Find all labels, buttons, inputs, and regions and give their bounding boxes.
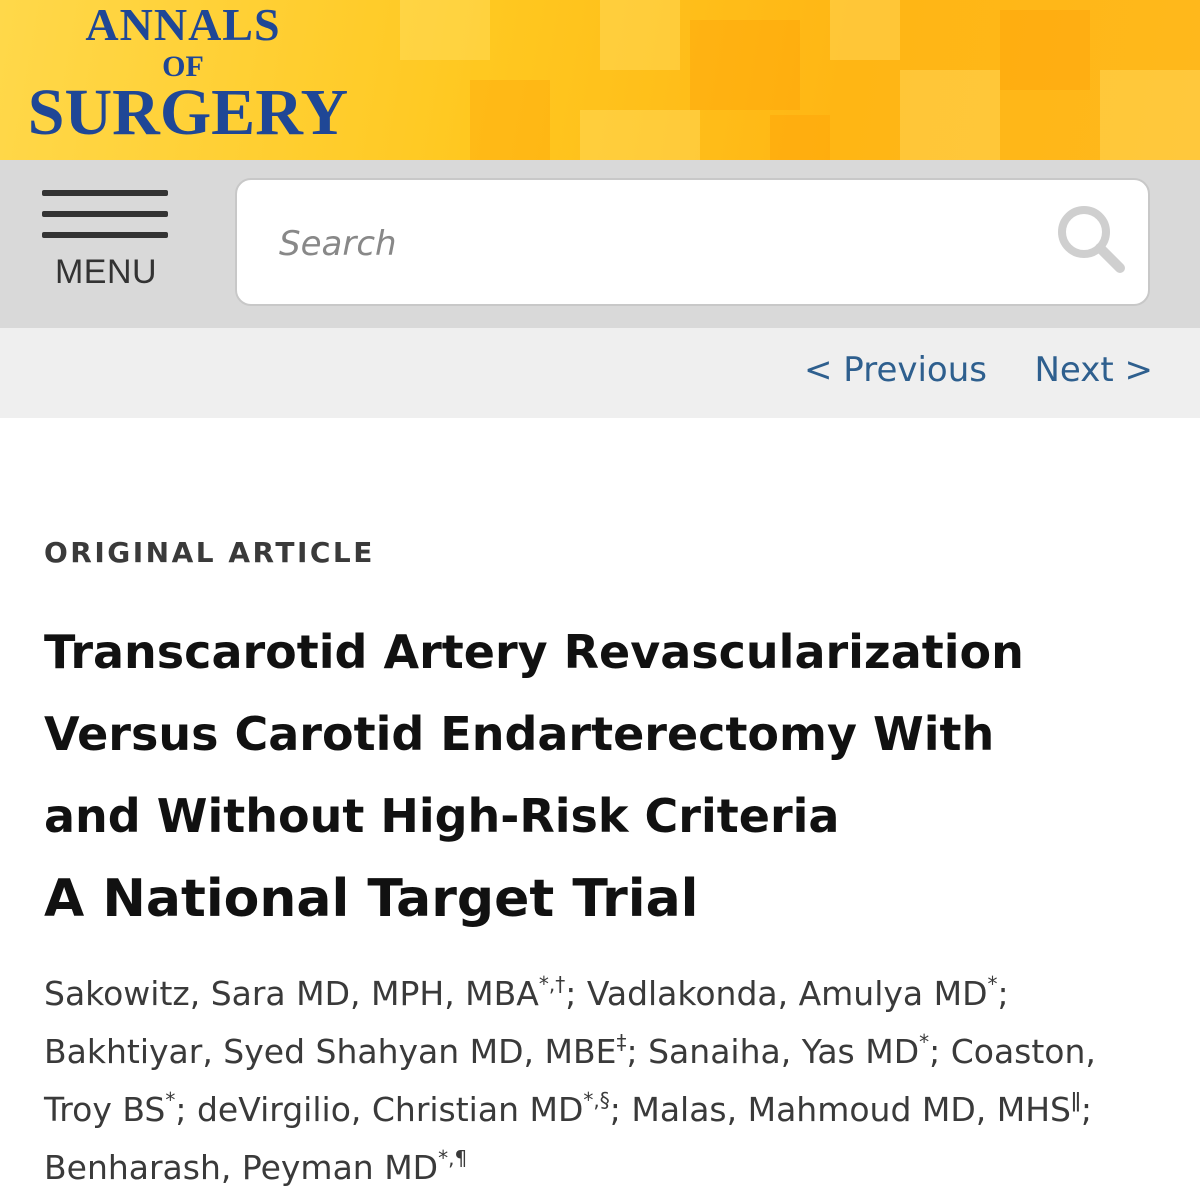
banner-decoration — [900, 70, 1000, 160]
menu-button[interactable] — [42, 190, 170, 310]
author-name[interactable]: Sanaiha, Yas MD — [648, 1032, 920, 1071]
search-box[interactable] — [235, 178, 1150, 306]
article-pagination — [0, 328, 1200, 418]
banner-decoration — [1100, 70, 1200, 160]
author-affiliation: *,¶ — [438, 1146, 468, 1170]
banner-decoration — [470, 80, 550, 160]
journal-logo[interactable] — [18, 0, 358, 149]
banner-decoration — [1000, 10, 1090, 90]
logo-line-1: ANNALS — [85, 0, 281, 50]
author-affiliation: ǁ — [1071, 1088, 1081, 1112]
logo-line-2: OF — [162, 50, 204, 83]
search-input[interactable] — [277, 208, 1041, 280]
author-affiliation: *,§ — [583, 1088, 610, 1112]
banner-decoration — [600, 0, 680, 70]
banner-decoration — [830, 0, 900, 60]
banner-decoration — [580, 110, 700, 160]
hamburger-icon — [42, 190, 170, 238]
banner-decoration — [690, 20, 800, 110]
author-affiliation: * — [987, 972, 998, 996]
article-subtitle: A National Target Trial — [44, 869, 699, 929]
author-name[interactable]: deVirgilio, Christian MD — [196, 1090, 584, 1129]
author-name[interactable]: Malas, Mahmoud MD, MHS — [631, 1090, 1071, 1129]
journal-banner — [0, 0, 1200, 160]
author-affiliation: *,† — [538, 972, 566, 996]
article-category: ORIGINAL ARTICLE — [44, 536, 375, 569]
author-affiliation: * — [919, 1030, 930, 1054]
menu-label: MENU — [54, 253, 158, 291]
logo-line-3: SURGERY — [27, 76, 349, 149]
search-toolbar — [0, 160, 1200, 328]
article-header — [0, 536, 1200, 1197]
article-title: Transcarotid Artery Revascularization Versus Carotid Endarterectomy With and Without High-Risk Criteria — [44, 625, 1024, 843]
author-name[interactable]: Bakhtiyar, Syed Shahyan MD, MBE — [44, 1032, 617, 1071]
author-affiliation: * — [165, 1088, 176, 1112]
author-list: Sakowitz, Sara MD, MPH, MBA*,†; Vadlakonda, Amulya MD*; Bakhtiyar, Syed Shahyan MD, MBE‡; Sanaiha, Yas MD*; Coaston, Troy BS*; deVirgilio, Christian MD*,§; Malas, Mahmoud MD, $MHS^ǁ$; Benharash, Peyman MD*,¶ — [44, 972, 1096, 1187]
author-name[interactable]: Vadlakonda, Amulya MD — [586, 974, 988, 1013]
author-name[interactable]: Sakowitz, Sara MD, MPH, MBA — [44, 974, 539, 1013]
previous-link[interactable]: < Previous — [804, 350, 987, 390]
author-affiliation: ‡ — [616, 1030, 627, 1054]
author-name[interactable]: Benharash, Peyman MD — [44, 1148, 439, 1187]
banner-decoration — [400, 0, 490, 60]
next-link[interactable]: Next > — [1034, 350, 1153, 390]
banner-decoration — [770, 115, 830, 160]
author-name[interactable]: Coaston, Troy BS — [44, 1032, 1096, 1129]
search-icon[interactable] — [1054, 202, 1126, 274]
